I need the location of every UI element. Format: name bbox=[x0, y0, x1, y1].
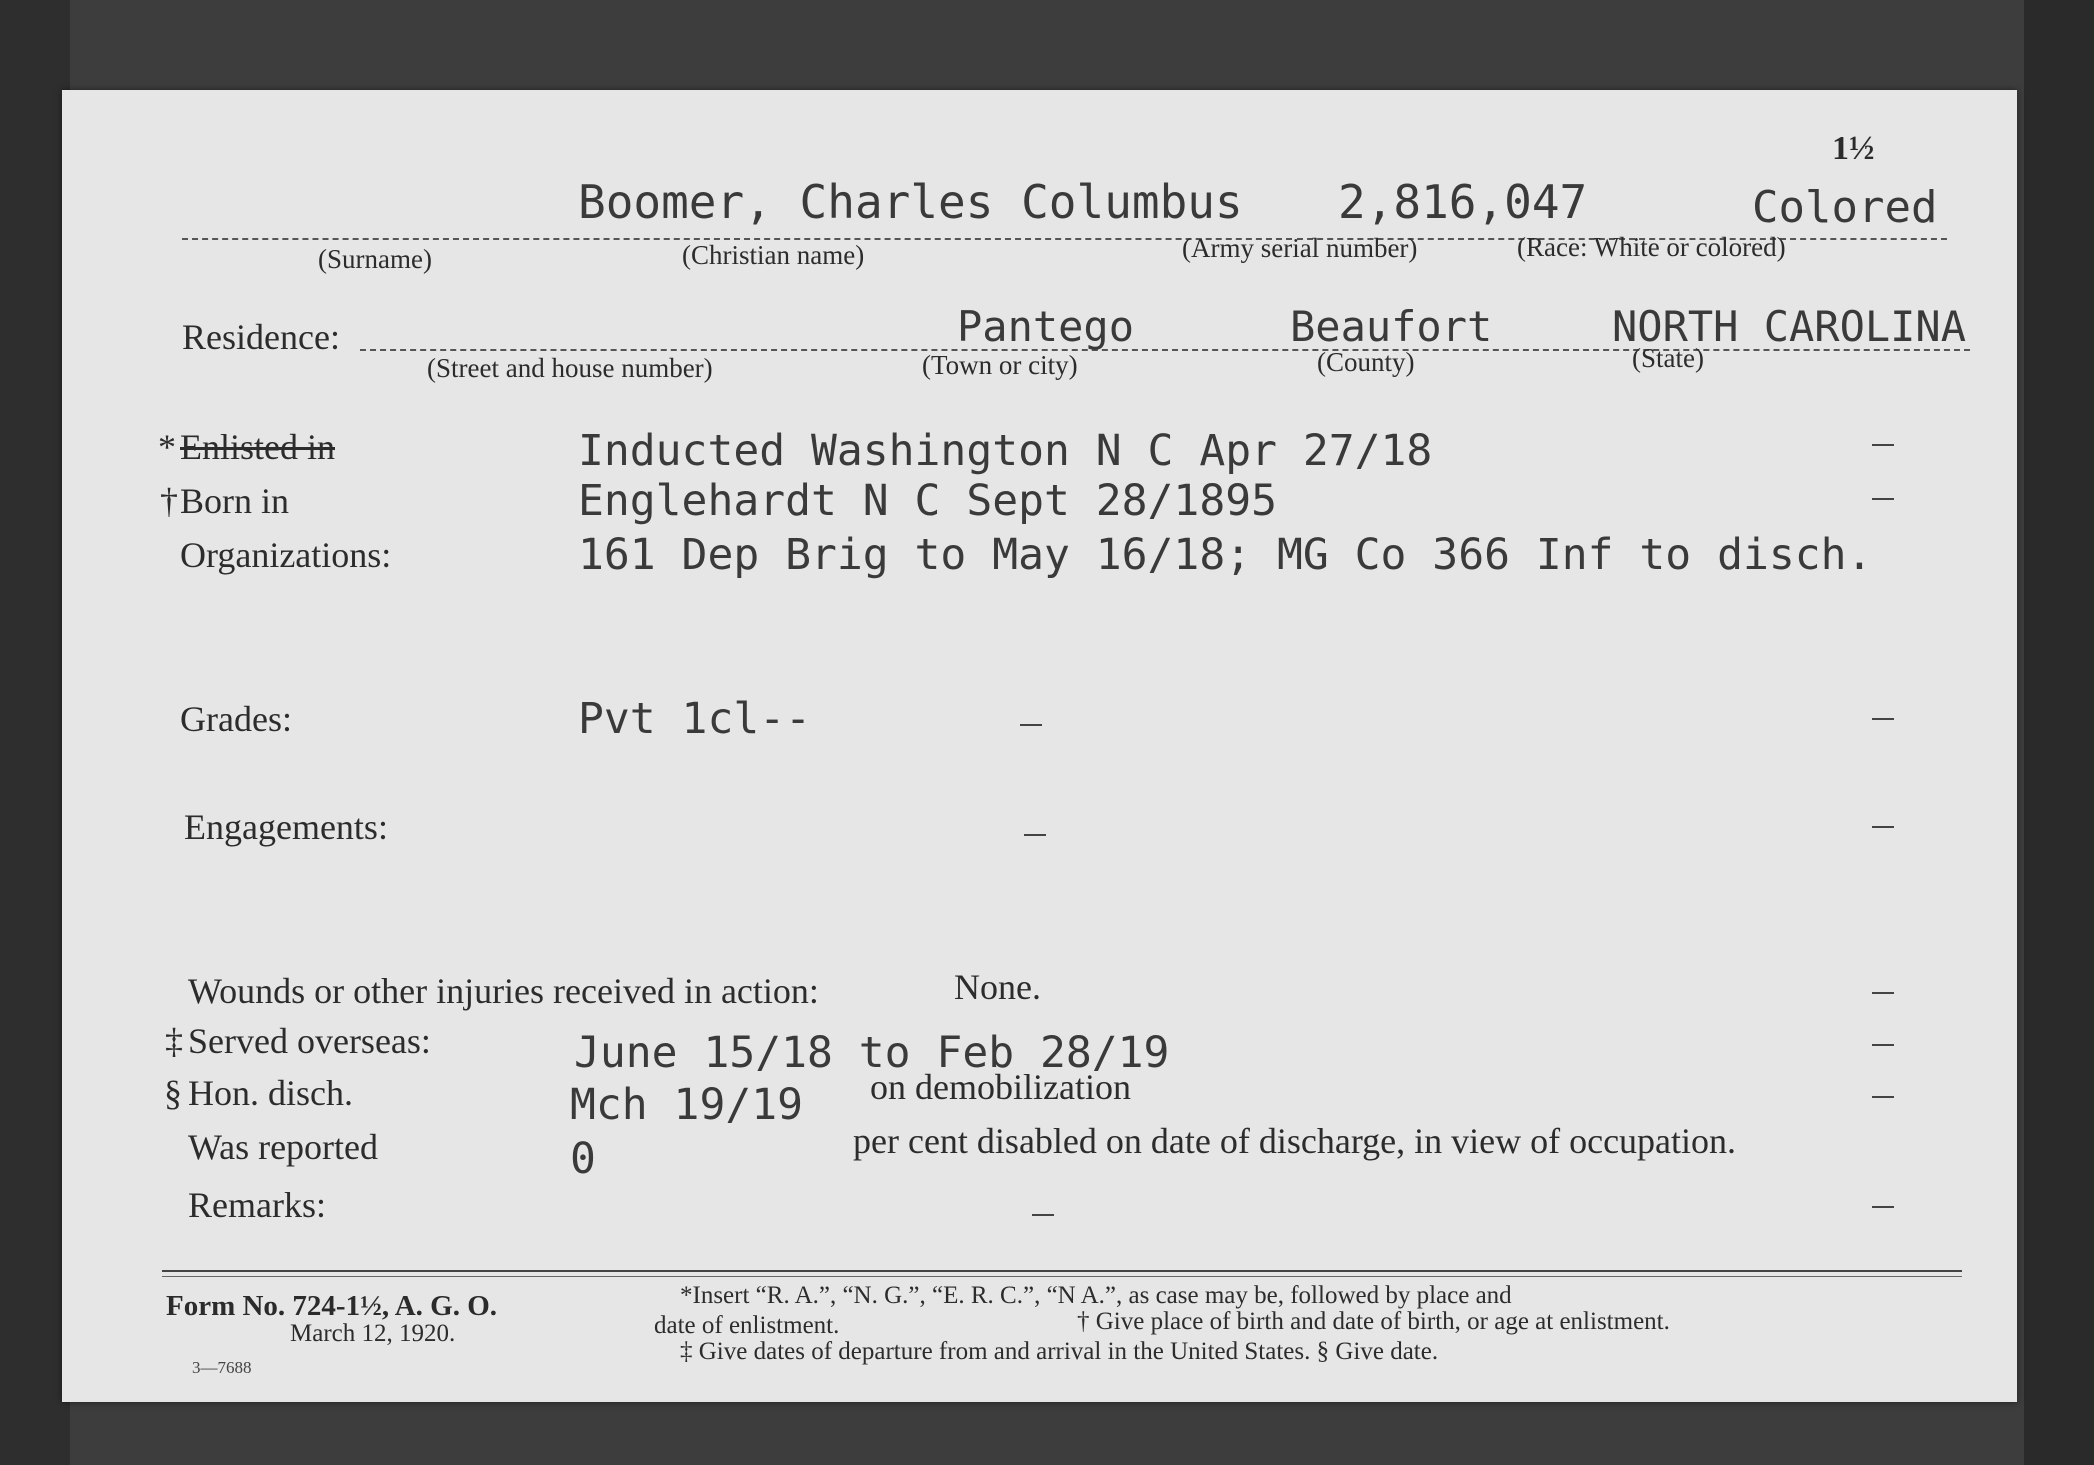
footnote-2b: † Give place of birth and date of birth, or age at enlistment. bbox=[1077, 1308, 1670, 1335]
grades-dash bbox=[1872, 718, 1894, 720]
footer-rule-thin bbox=[162, 1276, 1962, 1277]
reported-note: per cent disabled on date of discharge, in view of occupation. bbox=[853, 1121, 1737, 1161]
born-value: Englehardt N C Sept 28/1895 bbox=[578, 476, 1277, 526]
reported-value: 0 bbox=[570, 1134, 596, 1184]
overseas-value: June 15/18 to Feb 28/19 bbox=[574, 1028, 1170, 1078]
enlisted-label: Enlisted in bbox=[180, 427, 335, 467]
card-fraction: 1½ bbox=[1832, 130, 1875, 167]
street-caption: (Street and house number) bbox=[427, 353, 713, 383]
residence-town: Pantego bbox=[957, 302, 1135, 351]
wounds-label: Wounds or other injuries received in action: bbox=[188, 971, 819, 1011]
discharge-value: Mch 19/19 bbox=[570, 1080, 803, 1130]
residence-county: Beaufort bbox=[1290, 302, 1493, 351]
footer-rule bbox=[162, 1270, 1962, 1272]
reported-label: Was reported bbox=[188, 1127, 379, 1167]
county-caption: (County) bbox=[1317, 347, 1415, 377]
engagements-mid-dash bbox=[1024, 834, 1046, 836]
remarks-mid-dash bbox=[1032, 1214, 1054, 1216]
overseas-marker: ‡ bbox=[165, 1021, 183, 1061]
grades-value: Pvt 1cl-- bbox=[578, 694, 811, 744]
born-label: Born in bbox=[180, 481, 290, 521]
enlisted-dash bbox=[1872, 444, 1894, 446]
service-record-card bbox=[62, 90, 2017, 1402]
organizations-label: Organizations: bbox=[180, 535, 392, 575]
footnote-3: ‡ Give dates of departure from and arrival in the United States. § Give date. bbox=[680, 1338, 1439, 1365]
enlisted-value: Inducted Washington N C Apr 27/18 bbox=[578, 426, 1433, 476]
wounds-dash bbox=[1872, 992, 1894, 994]
discharge-label: Hon. disch. bbox=[188, 1073, 353, 1113]
print-code: 3—7688 bbox=[192, 1358, 252, 1377]
grades-label: Grades: bbox=[180, 699, 292, 739]
form-number: Form No. 724-1½, A. G. O. bbox=[166, 1290, 498, 1322]
army-serial-number: 2,816,047 bbox=[1338, 175, 1588, 229]
grades-mid-dash bbox=[1020, 724, 1042, 726]
discharge-dash bbox=[1872, 1096, 1894, 1098]
serial-caption: (Army serial number) bbox=[1182, 233, 1418, 263]
scan-background-right bbox=[2024, 0, 2094, 1465]
footnote-2a: date of enlistment. bbox=[654, 1312, 840, 1339]
town-caption: (Town or city) bbox=[922, 350, 1078, 380]
christian-name-caption: (Christian name) bbox=[682, 240, 865, 270]
surname-caption: (Surname) bbox=[318, 244, 432, 274]
wounds-value: None. bbox=[954, 967, 1041, 1007]
discharge-marker: § bbox=[164, 1073, 182, 1113]
enlisted-marker: * bbox=[158, 427, 176, 467]
engagements-label: Engagements: bbox=[184, 807, 388, 847]
race-value: Colored bbox=[1752, 182, 1938, 233]
footnote-1: *Insert “R. A.”, “N. G.”, “E. R. C.”, “N A.”, as case may be, followed by place and bbox=[680, 1282, 1512, 1309]
remarks-dash bbox=[1872, 1206, 1894, 1208]
organizations-value: 161 Dep Brig to May 16/18; MG Co 366 Inf to disch. bbox=[578, 530, 1873, 580]
residence-label: Residence: bbox=[182, 317, 340, 357]
born-marker: † bbox=[160, 481, 178, 521]
remarks-label: Remarks: bbox=[188, 1185, 326, 1225]
state-caption: (State) bbox=[1632, 343, 1704, 373]
scan-background-left bbox=[0, 0, 70, 1465]
form-date: March 12, 1920. bbox=[290, 1320, 456, 1347]
overseas-dash bbox=[1872, 1044, 1894, 1046]
engagements-dash bbox=[1872, 826, 1894, 828]
overseas-label: Served overseas: bbox=[188, 1021, 431, 1061]
race-caption: (Race: White or colored) bbox=[1517, 232, 1786, 262]
residence-state: NORTH CAROLINA bbox=[1612, 302, 1967, 351]
born-dash bbox=[1872, 498, 1894, 500]
discharge-note: on demobilization bbox=[870, 1067, 1131, 1107]
soldier-name: Boomer, Charles Columbus bbox=[578, 175, 1243, 229]
